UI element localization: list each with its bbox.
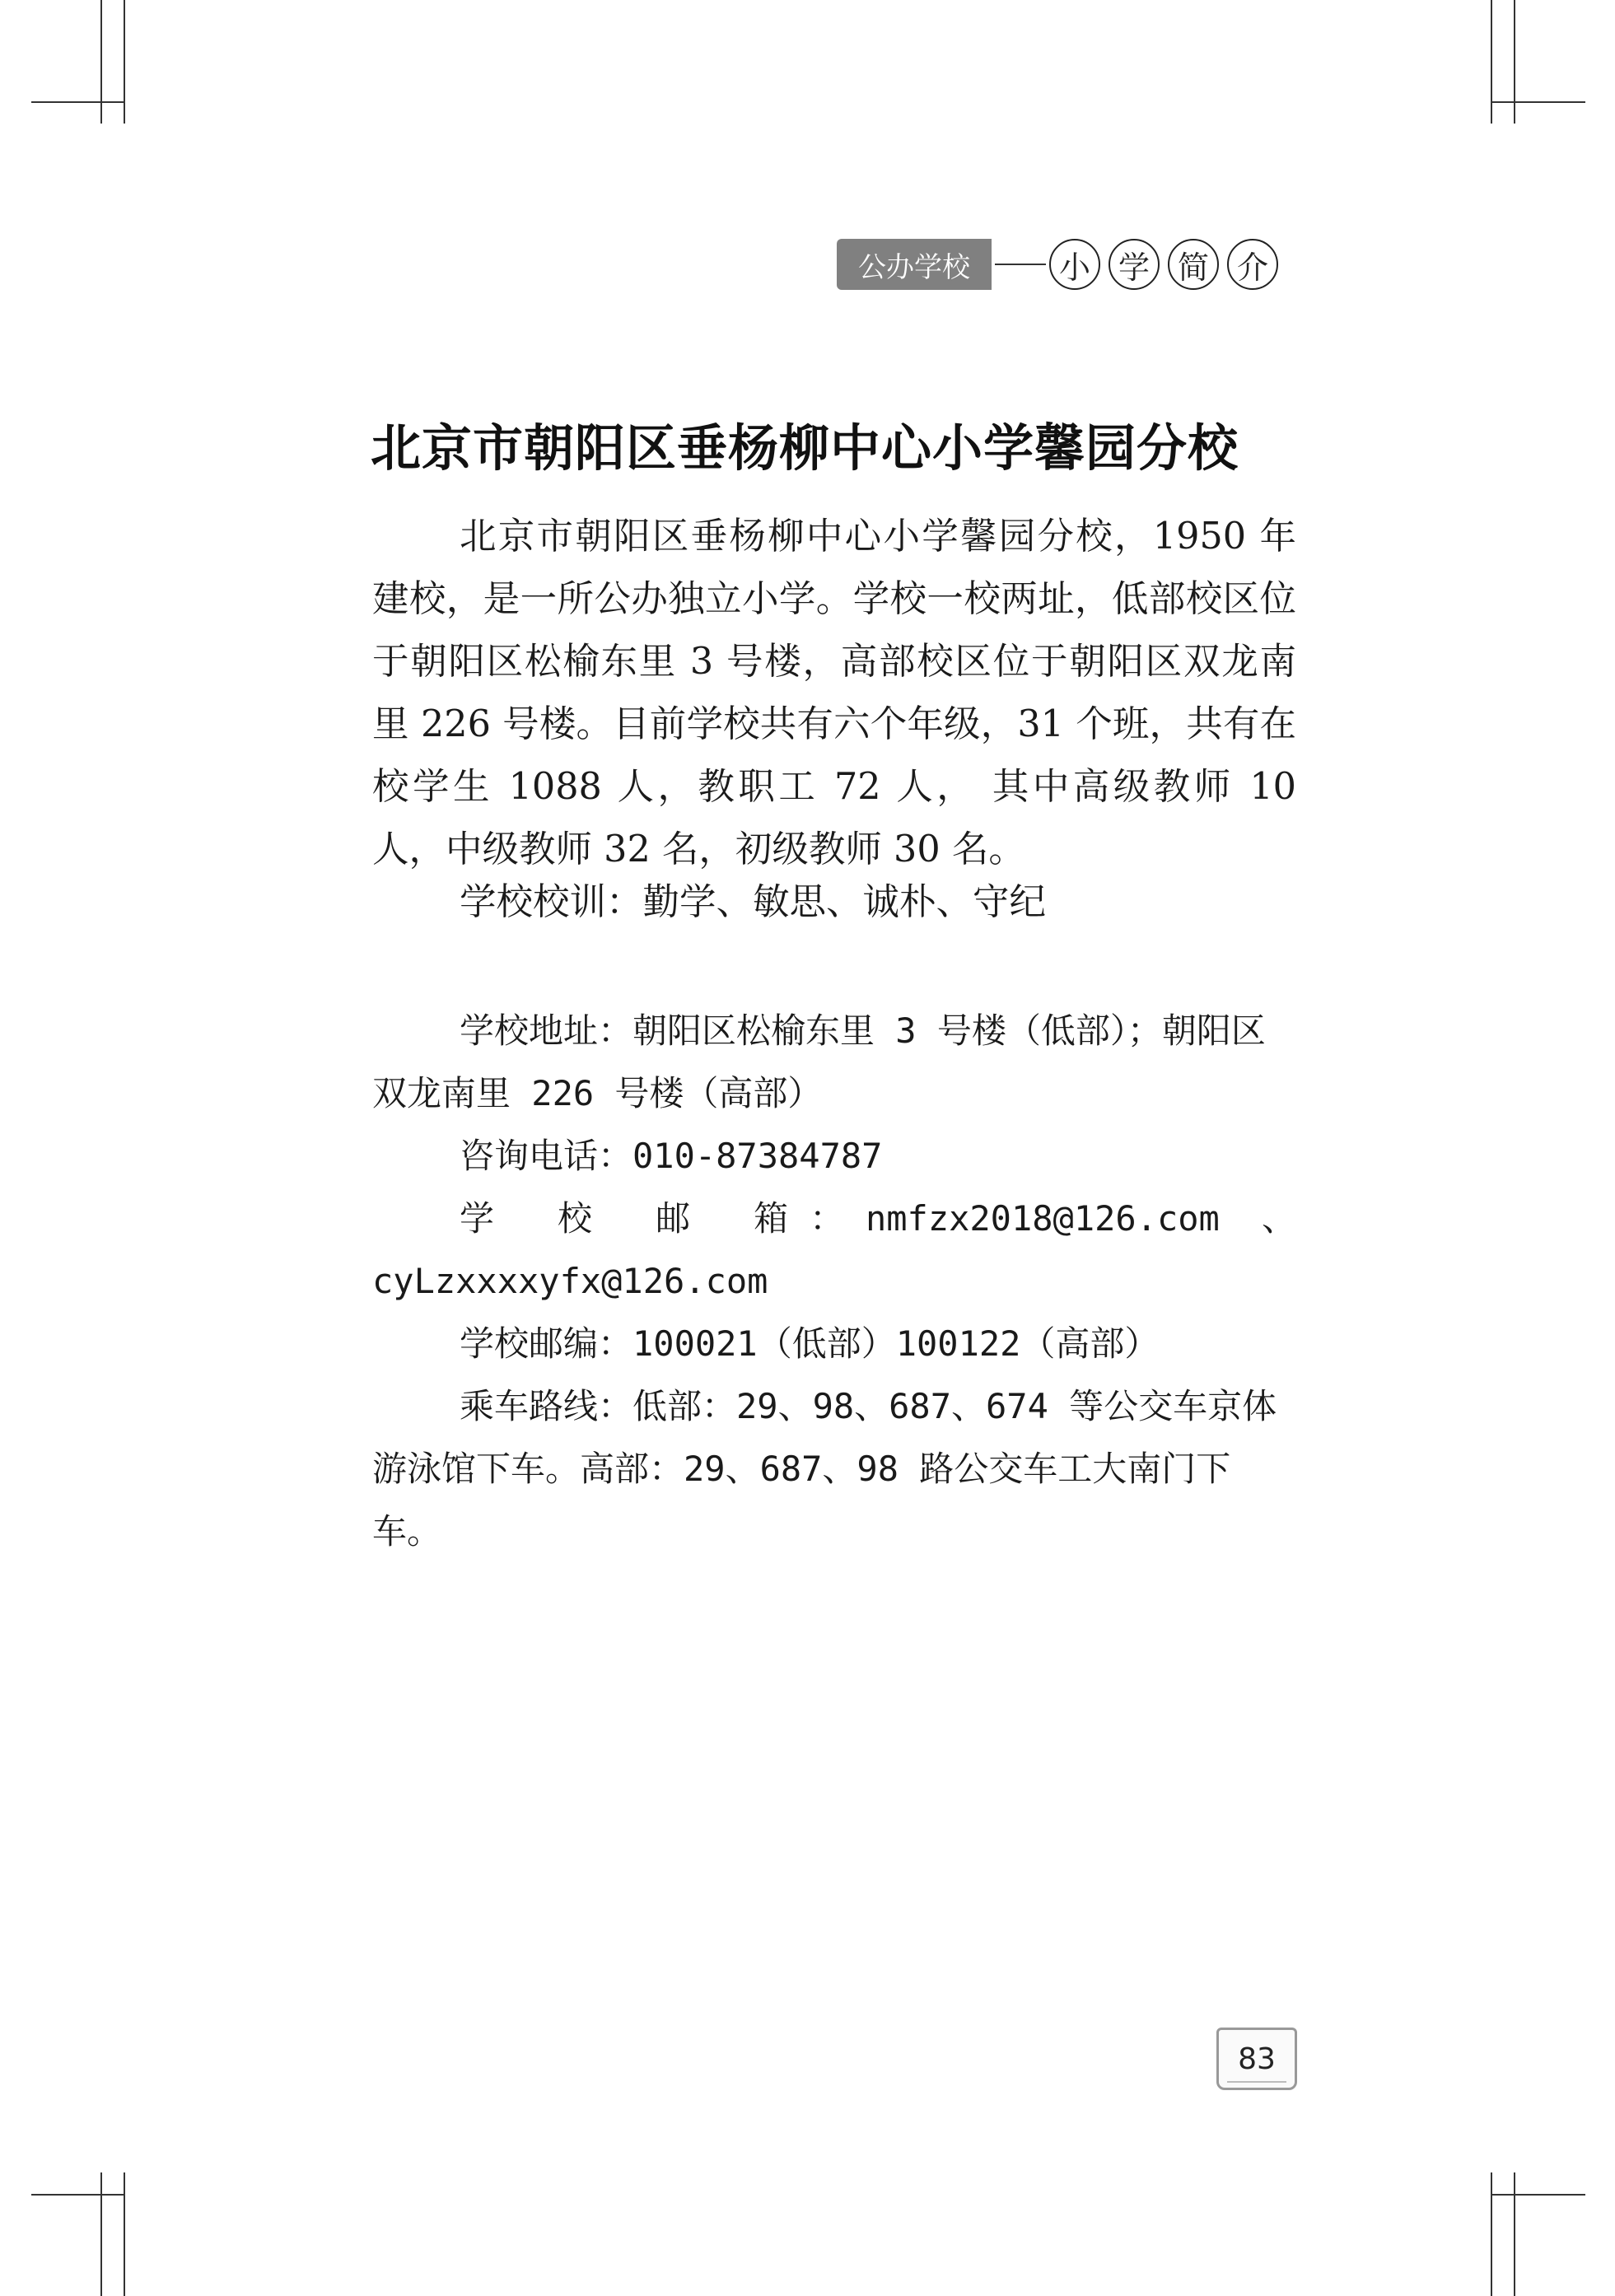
crop-mark [31, 101, 124, 103]
section-char: 小 [1049, 239, 1100, 290]
section-char: 介 [1227, 239, 1278, 290]
school-address: 学校地址：朝阳区松榆东里 3 号楼（低部）；朝阳区双龙南里 226 号楼（高部） [372, 1010, 1266, 1113]
crop-mark [31, 2194, 124, 2196]
bus-route: 乘车路线：低部：29、98、687、674 等公交车京体游泳馆下车。高部：29、687、98 路公交车工大南门下车。 [372, 1386, 1277, 1552]
crop-mark [1491, 0, 1492, 124]
school-postcode: 学校邮编：100021（低部）100122（高部） [460, 1323, 1160, 1364]
running-header [837, 237, 1278, 292]
school-email-line1: 学 校 邮 箱：nmfzx2018@126.com 、 [460, 1198, 1296, 1239]
header-divider-line [995, 264, 1046, 265]
school-email-line2: cyLzxxxxyfx@126.com [372, 1261, 768, 1301]
crop-mark [124, 2172, 125, 2296]
school-title: 北京市朝阳区垂杨柳中心小学馨园分校 [371, 419, 1239, 478]
crop-mark [1491, 2194, 1585, 2196]
crop-mark [100, 2172, 102, 2296]
school-motto: 学校校训：勤学、敏思、诚朴、守纪 [460, 881, 1047, 923]
crop-mark [124, 0, 125, 124]
section-char: 简 [1168, 239, 1219, 290]
consult-phone: 咨询电话：010-87384787 [460, 1136, 883, 1176]
section-char: 学 [1109, 239, 1160, 290]
crop-mark [1514, 2172, 1515, 2296]
page-number: 83 [1216, 2028, 1297, 2090]
intro-paragraph: 北京市朝阳区垂杨柳中心小学馨园分校，1950 年建校，是一所公办独立小学。学校一校两址，低部校区位于朝阳区松榆东里 3 号楼，高部校区位于朝阳区双龙南里 226 号楼。目前学校共有六个年级，31 个班，共有在校学生 1088 人，教职工 72 人， 其中高级教师 10 人，中级教师 32 名，初级教师 30 名。 [372, 516, 1296, 870]
crop-mark [1514, 0, 1515, 124]
crop-mark [100, 0, 102, 124]
category-tab: 公办学校 [837, 239, 992, 290]
crop-mark [1491, 101, 1585, 103]
section-title [1049, 239, 1278, 290]
crop-mark [1491, 2172, 1492, 2296]
